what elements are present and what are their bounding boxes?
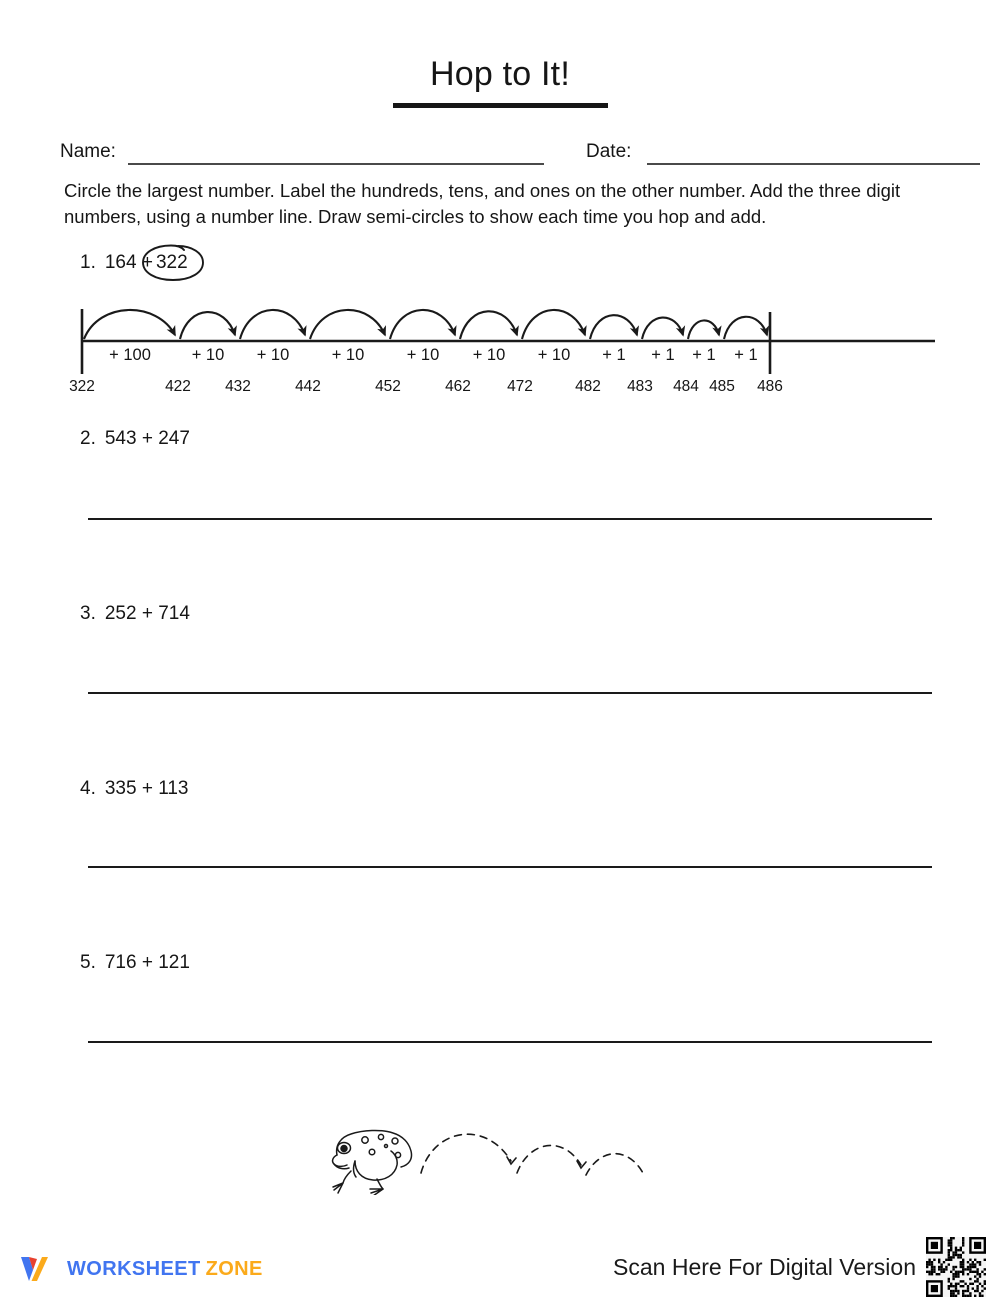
problem-2-number: 2. bbox=[80, 428, 96, 449]
number-line-figure bbox=[70, 296, 950, 401]
answer-line-2[interactable] bbox=[88, 518, 932, 520]
problem-4-label bbox=[80, 778, 189, 800]
number-line-value-label: 442 bbox=[295, 378, 321, 395]
problem-2-expression: 543 + 247 bbox=[104, 428, 190, 449]
logo-word-worksheet: WORKSHEET bbox=[67, 1257, 201, 1280]
hop-arc bbox=[724, 317, 767, 339]
number-line-step-label: + 10 bbox=[256, 346, 290, 364]
number-line-value-label: 432 bbox=[225, 378, 251, 395]
number-line-value-label: 422 bbox=[165, 378, 191, 395]
frog-illustration bbox=[325, 1115, 675, 1195]
problem-1-number: 1. bbox=[80, 252, 96, 273]
problem-1-label bbox=[80, 252, 191, 274]
number-line-value-label: 482 bbox=[575, 378, 601, 395]
hop-arcs-group bbox=[84, 310, 767, 339]
problem-5-number: 5. bbox=[80, 952, 96, 973]
worksheet-zone-logo[interactable] bbox=[18, 1252, 263, 1286]
hop-arc bbox=[522, 310, 585, 339]
qr-code[interactable] bbox=[926, 1237, 986, 1297]
number-line-value-label: 483 bbox=[627, 378, 653, 395]
date-label: Date: bbox=[586, 141, 632, 162]
number-line-value-label: 472 bbox=[507, 378, 533, 395]
problem-4-number: 4. bbox=[80, 778, 96, 799]
scan-instruction-text: Scan Here For Digital Version bbox=[613, 1253, 916, 1280]
hop-arc bbox=[688, 320, 719, 339]
page-title: Hop to It! bbox=[430, 55, 570, 93]
number-line-value-label: 462 bbox=[445, 378, 471, 395]
number-line-value-label: 485 bbox=[709, 378, 735, 395]
problem-1-first-addend: 164 bbox=[104, 252, 137, 273]
hop-arc bbox=[310, 310, 385, 339]
hop-arc bbox=[84, 310, 175, 339]
hop-trail-arrow-tips bbox=[507, 1157, 586, 1168]
number-line-value-label: 484 bbox=[673, 378, 699, 395]
problem-2-label bbox=[80, 428, 190, 450]
number-line-value-label: 452 bbox=[375, 378, 401, 395]
scan-for-digital-version[interactable] bbox=[613, 1243, 986, 1291]
number-line-step-label: + 10 bbox=[331, 346, 365, 364]
date-input-line[interactable] bbox=[647, 163, 980, 165]
answer-line-3[interactable] bbox=[88, 692, 932, 694]
problem-1-second-addend: 322 bbox=[155, 252, 188, 273]
problem-4-expression: 335 + 113 bbox=[104, 778, 189, 799]
answer-line-5[interactable] bbox=[88, 1041, 932, 1043]
hop-arc bbox=[460, 311, 517, 339]
number-line-step-label: + 100 bbox=[109, 346, 151, 364]
hop-arc bbox=[390, 310, 455, 339]
problem-3-label bbox=[80, 603, 190, 625]
number-line-step-label: + 10 bbox=[406, 346, 440, 364]
hop-trail-dashed-arcs bbox=[421, 1134, 643, 1175]
name-date-row bbox=[60, 141, 940, 167]
logo-word-zone: ZONE bbox=[205, 1257, 263, 1280]
title-underline bbox=[393, 103, 608, 108]
instructions-text: Circle the largest number. Label the hundreds, tens, and ones on the other number. Add the three digit numbers, using a number line. Draw semi-circles to show each time you hop and add. bbox=[64, 180, 901, 227]
name-input-line[interactable] bbox=[128, 163, 544, 165]
number-line-value-label: 322 bbox=[69, 378, 95, 395]
answer-line-4[interactable] bbox=[88, 866, 932, 868]
hop-arc bbox=[240, 310, 305, 339]
problem-5-expression: 716 + 121 bbox=[104, 952, 190, 973]
problem-1-circled-addend bbox=[153, 252, 191, 274]
number-line-step-label: + 1 bbox=[692, 346, 716, 364]
name-label: Name: bbox=[60, 141, 116, 162]
number-line-step-label: + 10 bbox=[191, 346, 225, 364]
logo-w-mark-icon bbox=[18, 1254, 58, 1284]
number-line-step-label: + 10 bbox=[472, 346, 506, 364]
hop-arc bbox=[180, 312, 235, 339]
number-line-step-label: + 1 bbox=[734, 346, 758, 364]
number-line-step-label: + 10 bbox=[537, 346, 571, 364]
hop-arc bbox=[590, 315, 637, 339]
problem-3-expression: 252 + 714 bbox=[104, 603, 190, 624]
hop-arc bbox=[642, 318, 683, 339]
frog-icon bbox=[333, 1130, 412, 1195]
number-line-step-label: + 1 bbox=[651, 346, 675, 364]
problem-3-number: 3. bbox=[80, 603, 96, 624]
problem-5-label bbox=[80, 952, 190, 974]
number-line-value-label: 486 bbox=[757, 378, 783, 395]
number-line-step-label: + 1 bbox=[602, 346, 626, 364]
problem-1-operator: + bbox=[141, 252, 153, 273]
